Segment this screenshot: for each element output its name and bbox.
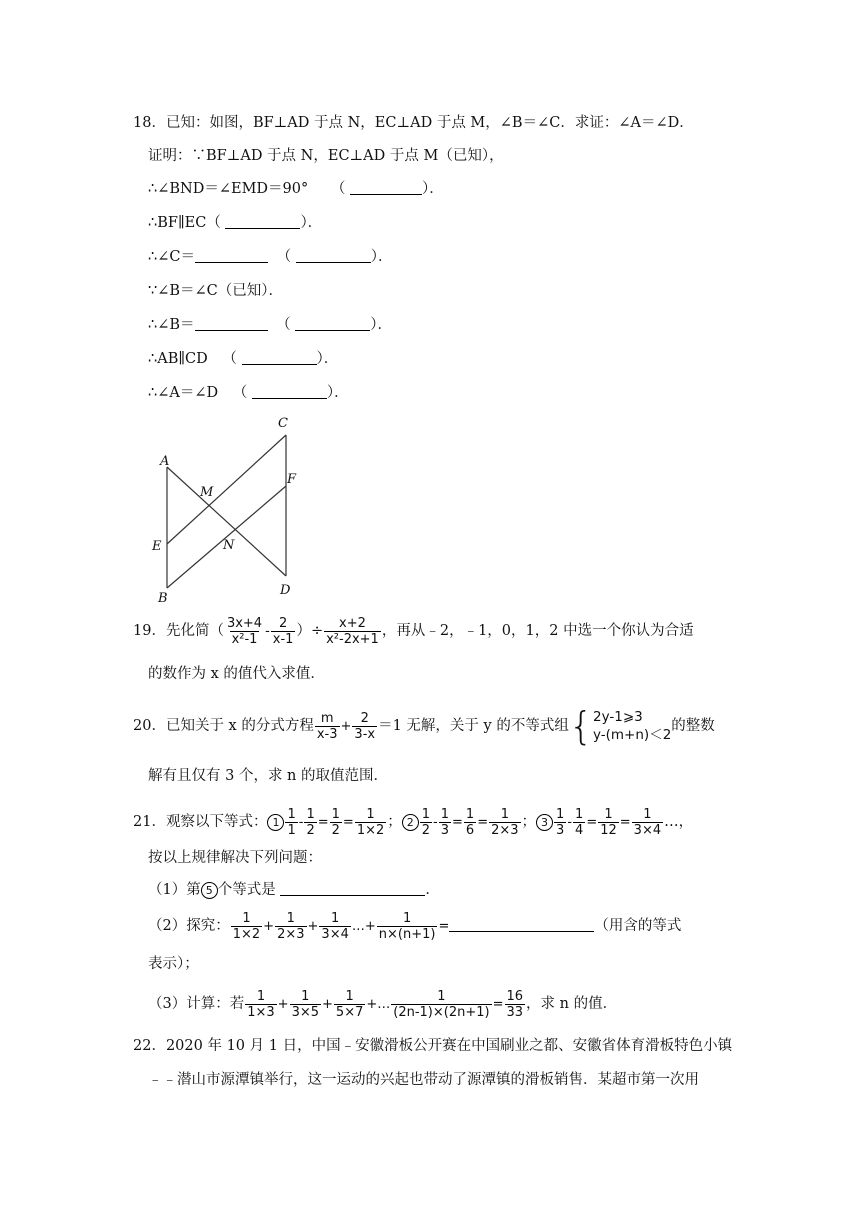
inequality-2: y-(m+n)＜2 xyxy=(593,727,672,743)
inequality-1: 2y-1⩾3 xyxy=(593,709,643,725)
q21-part-2: （2）探究： $\frac{1}{1\times 2}$ + $\frac{1}{2\times 3}$ + $\frac{1}{3\times 4}$ …+ $\frac{1}{n\times(n+1)}$ = （用含的等式 xyxy=(148,910,682,942)
label-c: C xyxy=(278,416,288,431)
paren-close: ）． xyxy=(300,215,323,231)
q18-stem: 18．已知：如图，BF⊥AD 于点 N，EC⊥AD 于点 M，∠B＝∠C．求证：∠A＝∠D． xyxy=(133,115,694,131)
q18-step-4: ∵∠B＝∠C（已知）． xyxy=(148,283,284,299)
label-d: D xyxy=(280,583,291,598)
inequality-system xyxy=(568,704,672,748)
q18-step-6-text: ∴AB∥CD xyxy=(148,351,208,367)
answer-blank[interactable] xyxy=(225,214,300,229)
geometry-figure xyxy=(140,405,310,605)
q21-line-2: 按以上规律解决下列问题： xyxy=(148,850,322,866)
answer-blank[interactable] xyxy=(295,316,370,331)
q20-line-2: 解有且仅有 3 个，求 n 的取值范围． xyxy=(148,768,388,784)
paren-divide: ）÷ xyxy=(296,623,324,639)
q21-part-3: （3）计算：若 $\frac{1}{1\times 3}$ + $\frac{1}{3\times 5}$ + $\frac{1}{5\times 7}$ +… $\frac{1}{(2n-1)\times(2n+1)}$ = $\frac{16}{33}$ ，求 n 的值． xyxy=(148,988,618,1020)
circled-number: 3 xyxy=(536,814,553,831)
paren-open: （ xyxy=(232,385,248,401)
answer-blank[interactable] xyxy=(195,316,268,331)
paren-open: （ xyxy=(276,249,292,265)
q20-line-1 xyxy=(133,704,715,749)
q18-step-6 xyxy=(148,349,338,369)
q22-line-2: ﹣﹣潜山市源潭镇举行，这一运动的兴起也带动了源潭镇的滑板销售．某超市第一次用 xyxy=(148,1072,699,1088)
q18-step-7 xyxy=(148,383,349,403)
answer-blank[interactable] xyxy=(296,248,371,263)
label-f: F xyxy=(287,472,297,487)
answer-blank[interactable] xyxy=(350,180,422,195)
label-a: A xyxy=(160,454,170,469)
q21-line-1: 21．观察以下等式： 1 $\frac{1}{1}$ - $\frac{1}{2}$ = $\frac{1}{2}$ = $\frac{1}{1\times 2}$ ； 2 $\frac{1}{2}$ - $\frac{1}{3}$ = $\frac{1}{6}$ = $\frac{1}{2\times 3}$ ； 3 $\frac{1}{3}$ - $\frac{1}{4}$ = $\frac{1}{12}$ = $\frac{1}{3\times 4}$ …， xyxy=(133,806,694,838)
q21-prefix: 21．观察以下等式： xyxy=(133,814,268,830)
q18-step-1 xyxy=(148,179,444,199)
q18-step-5 xyxy=(148,315,392,335)
answer-blank[interactable] xyxy=(252,384,327,399)
plus-sign: + xyxy=(340,719,352,734)
fraction: $\frac{2}{3-x}$ xyxy=(354,710,376,742)
q18-step-3 xyxy=(148,247,392,267)
q19-tail: ，再从﹣2，﹣1，0，1，2 中选一个你认为合适 xyxy=(381,623,694,639)
paren-close: ）． xyxy=(370,317,392,333)
paren-open: （ xyxy=(276,317,291,333)
minus-sign: - xyxy=(265,624,270,639)
q19-prefix: 19．先化简（ xyxy=(133,623,224,639)
paren-close: ）． xyxy=(326,385,349,401)
fraction: $\frac{x+2}{\text{x²-2x+1}}$ xyxy=(326,615,379,647)
paren-close: ）． xyxy=(316,351,339,367)
q19-line-2: 的数作为 x 的值代入求值． xyxy=(148,666,325,682)
q21-part-1: （1）第 5 个等式是 ． xyxy=(148,882,440,898)
q18-step-1-text: ∴∠BND＝∠EMD＝90° xyxy=(148,181,309,197)
label-m: M xyxy=(200,485,214,500)
q18-step-2 xyxy=(148,213,322,233)
answer-blank[interactable] xyxy=(195,248,268,263)
paren-close: ）． xyxy=(421,181,444,197)
q18-step-5-text: ∴∠B＝ xyxy=(148,317,195,333)
q18-proof-intro: 证明：∵BF⊥AD 于点 N，EC⊥AD 于点 M（已知）， xyxy=(148,148,504,164)
q18-step-3-text: ∴∠C＝ xyxy=(148,249,195,265)
label-n: N xyxy=(223,538,235,553)
paren-open: （ xyxy=(222,351,237,367)
fraction: $\frac{2}{x-1}$ xyxy=(272,615,294,647)
segment-ec xyxy=(167,435,286,544)
q22-line-1: 22．2020 年 10 月 1 日，中国﹣安徽滑板公开赛在中国刷业之都、安徽省体育滑板特色小镇 xyxy=(133,1038,733,1054)
q20-prefix: 20．已知关于 x 的分式方程 xyxy=(133,718,314,734)
q19-line-1 xyxy=(133,614,694,649)
q20-tail: 的整数 xyxy=(671,718,715,734)
circled-number: 2 xyxy=(402,814,419,831)
answer-blank[interactable] xyxy=(242,350,317,365)
brace-icon: { xyxy=(568,704,594,748)
circled-number: 1 xyxy=(267,814,284,831)
answer-blank[interactable] xyxy=(280,881,425,896)
circled-number: 5 xyxy=(201,882,218,899)
label-e: E xyxy=(152,539,162,554)
paren-close: ）． xyxy=(370,249,393,265)
q21-part-2-line-2: 表示）； xyxy=(148,956,199,972)
label-b: B xyxy=(158,591,168,605)
segment-bf xyxy=(167,486,286,588)
q18-step-7-text: ∴∠A＝∠D xyxy=(148,385,219,401)
answer-blank[interactable] xyxy=(449,917,594,932)
q20-mid: ＝1 无解，关于 y 的不等式组 xyxy=(378,718,569,734)
fraction: $\frac{m}{x-3}$ xyxy=(316,710,338,742)
fraction: $\frac{3x+4}{\text{x²-1}}$ xyxy=(226,615,263,647)
paren-open: （ xyxy=(330,181,346,197)
q18-step-2-text: ∴BF∥EC（ xyxy=(148,215,221,231)
segment-ad xyxy=(167,467,286,576)
